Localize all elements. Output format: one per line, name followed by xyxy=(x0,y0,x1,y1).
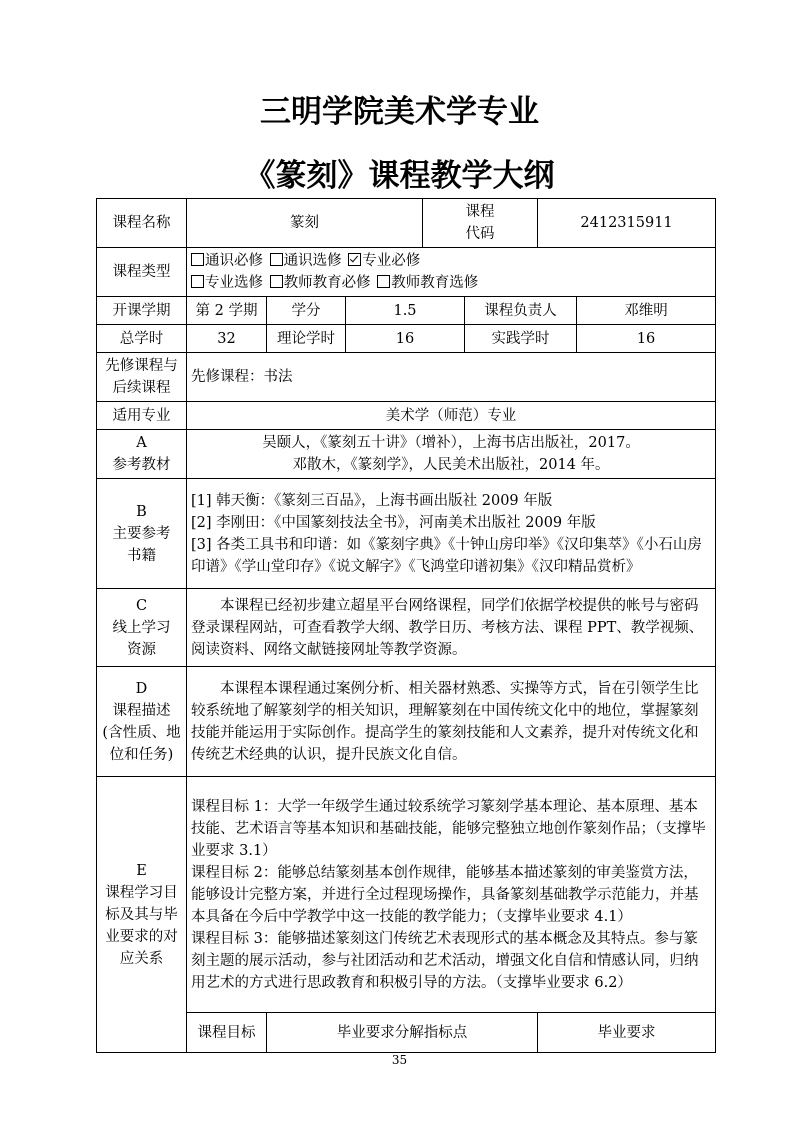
course-code-label: 课程 代码 xyxy=(423,199,538,248)
course-type-label: 课程类型 xyxy=(97,248,187,297)
goals-label: E 课程学习目 标及其与毕 业要求的对 应关系 xyxy=(97,777,187,1053)
practice-hours-label: 实践学时 xyxy=(465,325,577,353)
page-number: 35 xyxy=(391,1053,408,1067)
goal-item: 课程目标 3：能够描述篆刻这门传统艺术表现形式的基本概念及其特点。参与篆刻主题的展示活动，参与社团活动和艺术活动，增强文化自信和情感认同，归纳用艺术的方式进行思政教育和积极引导的方法。（支撑毕业要求 6.2） xyxy=(191,930,699,991)
theory-hours-label: 理论学时 xyxy=(267,325,346,353)
row-goals xyxy=(97,777,716,1013)
course-code-value: 2412315911 xyxy=(538,199,716,248)
total-hours-value: 32 xyxy=(187,325,267,353)
goal-header-requirement: 毕业要求 xyxy=(538,1013,716,1053)
goal-item: 课程目标 1：大学一年级学生通过较系统学习篆刻学基本理论、基本原理、基本技能、艺术语言等基本知识和基础技能，能够完整独立地创作篆刻作品；（支撑毕业要求 3.1） xyxy=(191,798,706,859)
checkbox-icon xyxy=(377,275,390,288)
course-description: 本课程本课程通过案例分析、相关器材熟悉、实操等方式，旨在引领学生比较系统地了解篆刻学的相关知识，理解篆刻在中国传统文化中的地位，掌握篆刻技能并能运用于实际创作。提高学生的篆刻技能和人文素养，提升对传统文化和传统艺术经典的认识，提升民族文化自信。 xyxy=(187,667,716,777)
row-major xyxy=(97,402,716,430)
refs-label: B 主要参考 书籍 xyxy=(97,479,187,589)
online-resources: 本课程已经初步建立超星平台网络课程，同学们依据学校提供的帐号与密码登录课程网站，可查看教学大纲、教学日历、考核方法、课程 PPT、教学视频、阅读资料、网络文献链接网址等教学资源。 xyxy=(187,589,716,667)
ref-item: [1] 韩天衡：《篆刻三百品》，上海书画出版社 2009 年版 xyxy=(191,492,553,509)
row-semester xyxy=(97,297,716,325)
textbook-item: 邓散木，《篆刻学》，人民美术出版社，2014 年。 xyxy=(292,457,610,473)
total-hours-label: 总学时 xyxy=(97,325,187,353)
checkbox-icon xyxy=(270,253,283,266)
semester-label: 开课学期 xyxy=(97,297,187,325)
prereq-label: 先修课程与 后续课程 xyxy=(97,353,187,402)
major-value: 美术学（师范）专业 xyxy=(187,402,716,430)
checkbox-icon xyxy=(191,253,204,266)
row-description xyxy=(97,667,716,777)
theory-hours-value: 16 xyxy=(346,325,465,353)
course-type-options xyxy=(187,248,716,297)
refs-list xyxy=(187,479,716,589)
course-name-value: 篆刻 xyxy=(187,199,423,248)
row-goal-table-header xyxy=(97,1013,716,1053)
row-references xyxy=(97,479,716,589)
goal-header-indicator: 毕业要求分解指标点 xyxy=(267,1013,538,1053)
option-general-required: 通识必修 xyxy=(191,250,263,272)
online-label: C 线上学习 资源 xyxy=(97,589,187,667)
option-general-elective: 通识选修 xyxy=(270,250,342,272)
goals-list xyxy=(187,777,716,1013)
textbook-list xyxy=(187,430,716,479)
textbook-item: 吴颐人，《篆刻五十讲》（增补），上海书店出版社，2017。 xyxy=(262,435,640,451)
row-prereq xyxy=(97,353,716,402)
option-major-elective: 专业选修 xyxy=(191,272,263,294)
course-name-label: 课程名称 xyxy=(97,199,187,248)
document-title: 三明学院美术学专业 xyxy=(260,94,539,130)
row-course-name xyxy=(97,199,716,248)
row-textbooks xyxy=(97,430,716,479)
ref-item: [2] 李刚田：《中国篆刻技法全书》，河南美术出版社 2009 年版 xyxy=(191,514,596,531)
credit-label: 学分 xyxy=(267,297,346,325)
desc-label: D 课程描述 (含性质、地 位和任务) xyxy=(97,667,187,777)
checked-checkbox-icon xyxy=(348,253,361,266)
syllabus-table xyxy=(96,198,716,1053)
row-online xyxy=(97,589,716,667)
textbook-label: A 参考教材 xyxy=(97,430,187,479)
leader-value: 邓维明 xyxy=(577,297,716,325)
checkbox-icon xyxy=(191,275,204,288)
option-teacher-elective: 教师教育选修 xyxy=(377,272,478,294)
goal-header-objective: 课程目标 xyxy=(187,1013,267,1053)
row-course-type xyxy=(97,248,716,297)
document-subtitle: 《篆刻》课程教学大纲 xyxy=(244,158,555,194)
ref-item: [3] 各类工具书和印谱：如《篆刻字典》《十钟山房印举》《汉印集萃》《小石山房印谱》《学山堂印存》《说文解字》《飞鸿堂印谱初集》《汉印精品赏析》 xyxy=(191,536,702,575)
leader-label: 课程负责人 xyxy=(465,297,577,325)
semester-value: 第 2 学期 xyxy=(187,297,267,325)
checkbox-icon xyxy=(270,275,283,288)
practice-hours-value: 16 xyxy=(577,325,716,353)
goal-item: 课程目标 2：能够总结篆刻基本创作规律，能够基本描述篆刻的审美鉴赏方法，能够设计完整方案，并进行全过程现场操作，具备篆刻基础教学示范能力，并基本具备在今后中学教学中这一技能的教学能力；（支撑毕业要求 4.1） xyxy=(191,864,699,925)
option-major-required: 专业必修 xyxy=(348,250,420,272)
major-label: 适用专业 xyxy=(97,402,187,430)
credit-value: 1.5 xyxy=(346,297,465,325)
prereq-value: 先修课程：书法 xyxy=(187,353,716,402)
option-teacher-required: 教师教育必修 xyxy=(270,272,371,294)
row-hours xyxy=(97,325,716,353)
